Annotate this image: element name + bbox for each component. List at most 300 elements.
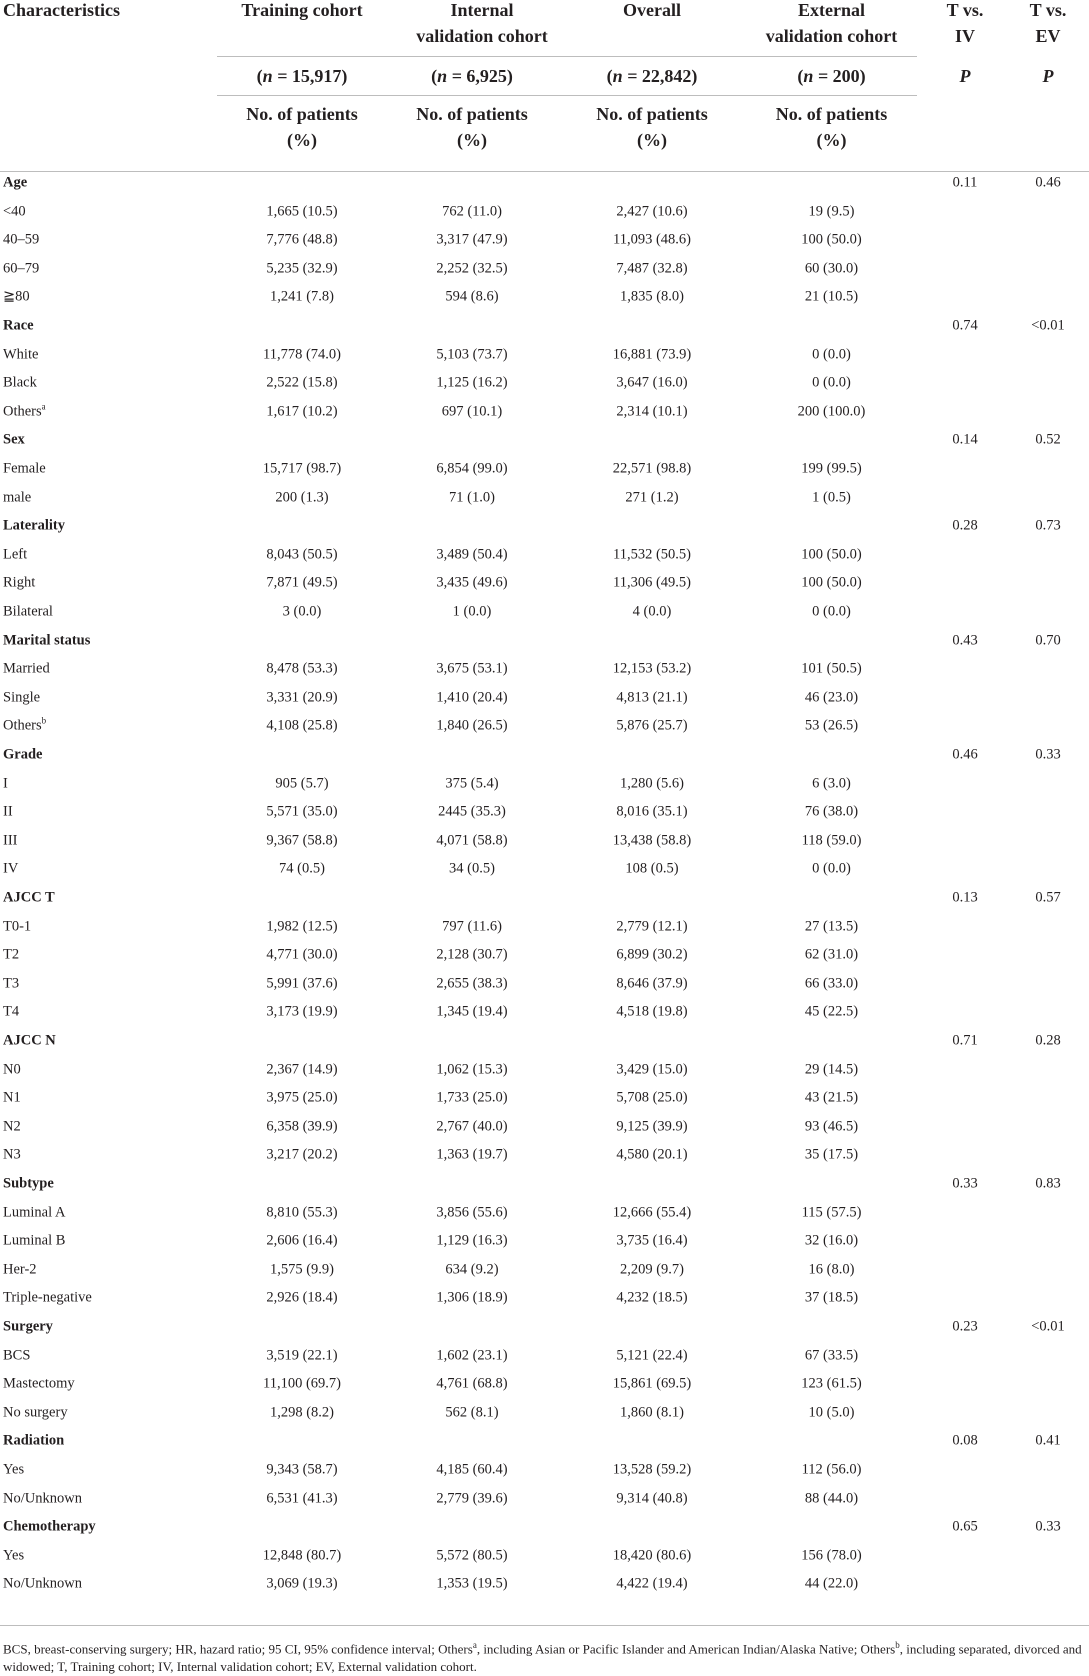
training-value: 6,531 (41.3) — [266, 1490, 338, 1507]
overall-value: 4,232 (18.5) — [616, 1289, 688, 1306]
table-row — [0, 998, 1089, 1027]
row-label — [3, 775, 8, 792]
overall-value: 11,093 (48.6) — [613, 231, 691, 248]
section-row — [0, 884, 1089, 913]
internal-value: 3,317 (47.9) — [436, 231, 508, 248]
external-value: 200 (100.0) — [797, 403, 866, 420]
row-label — [3, 489, 31, 506]
overall-value: 2,209 (9.7) — [619, 1261, 685, 1278]
section-label — [3, 746, 42, 763]
table-row — [0, 1570, 1089, 1599]
row-label — [3, 1118, 21, 1135]
header-overall-line1: Overall — [623, 0, 681, 20]
row-label — [3, 1576, 82, 1593]
external-value: 0 (0.0) — [812, 603, 851, 620]
n-internal-prefix: n = — [437, 66, 467, 86]
table-bottom-rule — [0, 1625, 1089, 1626]
row-label — [3, 603, 53, 620]
internal-value: 1,062 (15.3) — [436, 1061, 508, 1078]
overall-value: 11,306 (49.5) — [613, 574, 691, 591]
row-label — [3, 1404, 68, 1421]
row-label-text: T3 — [3, 975, 20, 992]
training-value: 3,519 (22.1) — [266, 1347, 338, 1364]
table-row — [0, 226, 1089, 255]
table-row — [0, 455, 1089, 484]
overall-value: 2,314 (10.1) — [616, 403, 688, 420]
overall-value: 4,813 (21.1) — [616, 689, 688, 706]
row-label-text: Chemotherapy — [3, 1518, 96, 1535]
header-t-vs-ev-line2: EV — [1035, 26, 1061, 46]
table-row — [0, 283, 1089, 312]
row-label — [3, 203, 26, 220]
external-value: 93 (46.5) — [804, 1118, 859, 1135]
internal-value: 1,733 (25.0) — [436, 1089, 508, 1106]
row-label-text: T2 — [3, 946, 20, 963]
row-label-text: Others — [3, 403, 42, 420]
row-label-text: Surgery — [3, 1318, 53, 1335]
row-label — [3, 1261, 37, 1278]
training-value: 1,298 (8.2) — [269, 1404, 335, 1421]
internal-value: 1,410 (20.4) — [436, 689, 508, 706]
row-label-text: Female — [3, 460, 46, 477]
training-value: 9,367 (58.8) — [266, 832, 338, 849]
training-value: 2,522 (15.8) — [266, 374, 338, 391]
overall-value: 3,647 (16.0) — [616, 374, 688, 391]
row-label-text: Her-2 — [3, 1261, 37, 1278]
overall-value: 6,899 (30.2) — [616, 946, 688, 963]
row-label-text: No surgery — [3, 1404, 68, 1421]
row-label-text: N3 — [3, 1146, 21, 1163]
training-value: 8,043 (50.5) — [266, 546, 338, 563]
p-value-t-vs-ev: 0.83 — [1035, 1175, 1061, 1192]
external-value: 101 (50.5) — [801, 660, 862, 677]
row-label-text: Luminal A — [3, 1204, 66, 1221]
training-value: 2,926 (18.4) — [266, 1289, 338, 1306]
row-label-text: Triple-negative — [3, 1289, 92, 1306]
overall-value: 5,708 (25.0) — [616, 1089, 688, 1106]
internal-value: 6,854 (99.0) — [436, 460, 508, 477]
patients-internal-line1: No. of patients — [416, 104, 528, 124]
p-value-t-vs-iv: 0.28 — [952, 517, 978, 534]
row-label-text: N2 — [3, 1118, 21, 1135]
overall-value: 4,580 (20.1) — [616, 1146, 688, 1163]
training-value: 3 (0.0) — [282, 603, 322, 620]
table-row — [0, 712, 1089, 741]
row-label-text: Sex — [3, 431, 25, 448]
p-value-t-vs-iv: 0.65 — [952, 1518, 978, 1535]
header-training-line1: Training cohort — [241, 0, 363, 20]
row-label-superscript: a — [41, 401, 46, 412]
section-label — [3, 1433, 64, 1450]
row-label — [3, 260, 39, 277]
overall-value: 8,646 (37.9) — [616, 975, 688, 992]
n-overall-value: 22,842 — [641, 66, 692, 86]
row-label — [3, 1461, 24, 1478]
internal-value: 2,655 (38.3) — [436, 975, 508, 992]
p-value-t-vs-ev: 0.33 — [1035, 1518, 1061, 1535]
patients-external-line1: No. of patients — [775, 104, 888, 124]
internal-value: 375 (5.4) — [445, 775, 499, 792]
footnote-sup-a: a — [472, 1640, 477, 1650]
external-value: 43 (21.5) — [804, 1089, 859, 1106]
row-label-text: No/Unknown — [3, 1575, 82, 1592]
section-label — [3, 889, 55, 906]
internal-value: 1,306 (18.9) — [436, 1289, 508, 1306]
row-label-text: Mastectomy — [3, 1375, 75, 1392]
section-row — [0, 1513, 1089, 1542]
row-label-text: <40 — [3, 203, 26, 220]
training-value: 1,575 (9.9) — [269, 1261, 335, 1278]
table-footnote — [3, 1636, 1085, 1676]
p-value-t-vs-ev: 0.52 — [1035, 431, 1061, 448]
section-label — [3, 317, 34, 334]
training-value: 11,778 (74.0) — [263, 346, 341, 363]
training-value: 1,982 (12.5) — [266, 918, 338, 935]
training-value: 2,367 (14.9) — [266, 1061, 338, 1078]
table-row — [0, 1542, 1089, 1571]
internal-value: 762 (11.0) — [442, 203, 502, 220]
p-value-t-vs-iv: 0.08 — [952, 1432, 978, 1449]
row-label — [3, 346, 38, 363]
row-label — [3, 1490, 82, 1507]
table-row — [0, 1284, 1089, 1313]
table-row — [0, 855, 1089, 884]
internal-value: 2,779 (39.6) — [436, 1490, 508, 1507]
internal-value: 1,129 (16.3) — [436, 1232, 508, 1249]
internal-value: 5,572 (80.5) — [436, 1547, 508, 1564]
external-value: 19 (9.5) — [808, 203, 855, 220]
overall-value: 9,314 (40.8) — [616, 1490, 688, 1507]
p-value-t-vs-ev: 0.46 — [1035, 174, 1061, 191]
table-row — [0, 541, 1089, 570]
training-value: 3,331 (20.9) — [266, 689, 338, 706]
overall-value: 13,438 (58.8) — [612, 832, 692, 849]
p-label-ev: P — [1042, 66, 1054, 86]
training-value: 1,665 (10.5) — [266, 203, 338, 220]
overall-value: 9,125 (39.9) — [616, 1118, 688, 1135]
overall-value: 8,016 (35.1) — [616, 803, 688, 820]
external-value: 67 (33.5) — [804, 1347, 859, 1364]
internal-value: 1,353 (19.5) — [436, 1575, 508, 1592]
table-row — [0, 912, 1089, 941]
row-label — [3, 375, 37, 392]
table-row — [0, 197, 1089, 226]
external-value: 29 (14.5) — [804, 1061, 859, 1078]
external-value: 88 (44.0) — [804, 1490, 859, 1507]
row-label-text: Others — [3, 717, 42, 734]
row-label-text: Married — [3, 660, 50, 677]
row-label — [3, 1090, 21, 1107]
external-value: 100 (50.0) — [801, 546, 862, 563]
row-label — [3, 689, 40, 706]
section-label — [3, 1519, 96, 1536]
internal-value: 2,252 (32.5) — [436, 260, 508, 277]
row-label — [3, 460, 46, 477]
training-value: 7,871 (49.5) — [266, 574, 338, 591]
table-row — [0, 569, 1089, 598]
table-row — [0, 1113, 1089, 1142]
row-label-text: I — [3, 775, 8, 792]
table-row — [0, 1456, 1089, 1485]
table-row — [0, 1370, 1089, 1399]
row-label-text: Right — [3, 574, 36, 591]
table-row — [0, 655, 1089, 684]
overall-value: 4,518 (19.8) — [616, 1003, 688, 1020]
section-row — [0, 626, 1089, 655]
n-overall: (n = 22,842) — [606, 66, 698, 86]
training-value: 6,358 (39.9) — [266, 1118, 338, 1135]
external-value: 115 (57.5) — [801, 1204, 862, 1221]
header-t-vs-iv-line2: IV — [954, 26, 975, 46]
n-external-prefix: n = — [803, 66, 833, 86]
section-label — [3, 1032, 56, 1049]
p-value-t-vs-iv: 0.74 — [952, 317, 978, 334]
internal-value: 1,602 (23.1) — [436, 1347, 508, 1364]
internal-value: 2,128 (30.7) — [436, 946, 508, 963]
row-label-text: Single — [3, 689, 41, 706]
external-value: 118 (59.0) — [801, 832, 862, 849]
internal-value: 3,489 (50.4) — [436, 546, 508, 563]
section-row — [0, 312, 1089, 341]
row-label-text: Bilateral — [3, 603, 53, 620]
row-label — [3, 804, 13, 821]
external-value: 35 (17.5) — [804, 1146, 859, 1163]
p-value-t-vs-iv: 0.23 — [952, 1318, 978, 1335]
row-label-text: Age — [3, 174, 28, 191]
external-value: 0 (0.0) — [812, 860, 851, 877]
internal-value: 1,125 (16.2) — [436, 374, 508, 391]
overall-value: 3,429 (15.0) — [616, 1061, 688, 1078]
row-label-text: IV — [3, 860, 19, 877]
row-label-text: BCS — [3, 1347, 31, 1364]
footnote-sup-b: b — [895, 1640, 900, 1650]
overall-value: 12,153 (53.2) — [612, 660, 692, 677]
section-row — [0, 1427, 1089, 1456]
table-row — [0, 769, 1089, 798]
external-value: 45 (22.5) — [804, 1003, 859, 1020]
internal-value: 4,761 (68.8) — [436, 1375, 508, 1392]
table-row — [0, 827, 1089, 856]
internal-value: 34 (0.5) — [449, 860, 495, 877]
training-value: 74 (0.5) — [279, 860, 325, 877]
overall-value: 4 (0.0) — [632, 603, 672, 620]
row-label — [3, 575, 35, 592]
external-value: 76 (38.0) — [804, 803, 859, 820]
internal-value: 562 (8.1) — [445, 1404, 499, 1421]
section-row — [0, 512, 1089, 541]
header-t-vs-ev-line1: T vs. — [1029, 0, 1067, 20]
table-row — [0, 1341, 1089, 1370]
training-value: 1,617 (10.2) — [266, 403, 338, 420]
overall-value: 108 (0.5) — [625, 860, 679, 877]
row-label-text: II — [3, 803, 13, 820]
internal-value: 2445 (35.3) — [438, 803, 506, 820]
table-row — [0, 684, 1089, 713]
table-row — [0, 1399, 1089, 1428]
row-label-text: Yes — [3, 1547, 25, 1564]
external-value: 66 (33.0) — [804, 975, 859, 992]
internal-value: 1,840 (26.5) — [436, 717, 508, 734]
internal-value: 71 (1.0) — [449, 489, 495, 506]
overall-value: 2,427 (10.6) — [616, 203, 688, 220]
overall-value: 3,735 (16.4) — [616, 1232, 688, 1249]
row-label-text: Marital status — [3, 632, 91, 649]
training-value: 2,606 (16.4) — [266, 1232, 338, 1249]
patients-internal-line2: (%) — [457, 130, 487, 150]
internal-value: 5,103 (73.7) — [436, 346, 508, 363]
overall-value: 4,422 (19.4) — [616, 1575, 688, 1592]
section-label — [3, 1318, 53, 1335]
section-label — [3, 1175, 54, 1192]
external-value: 123 (61.5) — [801, 1375, 862, 1392]
external-value: 16 (8.0) — [808, 1261, 855, 1278]
patients-overall-line1: No. of patients — [596, 104, 708, 124]
row-label — [3, 1233, 65, 1250]
row-label — [3, 1147, 21, 1164]
overall-value: 271 (1.2) — [625, 489, 679, 506]
training-value: 905 (5.7) — [275, 775, 329, 792]
n-external-value: 200 — [832, 66, 860, 86]
table-row — [0, 1484, 1089, 1513]
row-label-text: T4 — [3, 1003, 20, 1020]
external-value: 1 (0.5) — [812, 489, 851, 506]
external-value: 21 (10.5) — [804, 288, 859, 305]
n-training-prefix: n = — [262, 66, 292, 86]
table-row — [0, 483, 1089, 512]
training-value: 3,173 (19.9) — [266, 1003, 338, 1020]
row-label — [3, 1204, 65, 1221]
table-row — [0, 1055, 1089, 1084]
row-label-text: male — [3, 489, 32, 506]
n-internal-value: 6,925 — [466, 66, 507, 86]
overall-value: 15,861 (69.5) — [612, 1375, 692, 1392]
training-value: 15,717 (98.7) — [262, 460, 342, 477]
training-value: 8,810 (55.3) — [266, 1204, 338, 1221]
patients-training-line2: (%) — [287, 130, 317, 150]
section-label — [3, 432, 25, 449]
row-label — [3, 232, 39, 249]
footnote-part1: BCS, breast-conserving surgery; HR, hazard ratio; 95 CI, 95% confidence interval; Others — [3, 1641, 473, 1657]
p-value-t-vs-ev: <0.01 — [1031, 317, 1065, 334]
table-row — [0, 1141, 1089, 1170]
row-label — [3, 975, 19, 992]
header-internal-line1: Internal — [450, 0, 514, 20]
training-value: 5,235 (32.9) — [266, 260, 338, 277]
section-label — [3, 174, 27, 191]
overall-value: 1,860 (8.1) — [619, 1404, 685, 1421]
row-label-text: Radiation — [3, 1432, 65, 1449]
internal-value: 634 (9.2) — [445, 1261, 499, 1278]
training-value: 9,343 (58.7) — [266, 1461, 338, 1478]
training-value: 11,100 (69.7) — [263, 1375, 341, 1392]
training-value: 5,991 (37.6) — [266, 975, 338, 992]
training-value: 200 (1.3) — [275, 489, 329, 506]
external-value: 27 (13.5) — [804, 918, 859, 935]
row-label-text: ≧80 — [3, 288, 30, 305]
external-value: 37 (18.5) — [804, 1289, 859, 1306]
training-value: 3,069 (19.3) — [266, 1575, 338, 1592]
internal-value: 797 (11.6) — [442, 918, 502, 935]
internal-value: 3,856 (55.6) — [436, 1204, 508, 1221]
row-label-text: N0 — [3, 1061, 21, 1078]
p-value-t-vs-iv: 0.46 — [952, 746, 978, 763]
internal-value: 1 (0.0) — [452, 603, 492, 620]
row-label-text: Grade — [3, 746, 43, 763]
training-value: 5,571 (35.0) — [266, 803, 338, 820]
p-value-t-vs-iv: 0.33 — [952, 1175, 978, 1192]
internal-value: 2,767 (40.0) — [436, 1118, 508, 1135]
overall-value: 11,532 (50.5) — [613, 546, 691, 563]
footnote-part2: , including Asian or Pacific Islander and American Indian/Alaska Native; Others — [476, 1641, 896, 1657]
overall-value: 12,666 (55.4) — [612, 1204, 692, 1221]
n-training-value: 15,917 — [291, 66, 342, 86]
table-row — [0, 1227, 1089, 1256]
external-value: 156 (78.0) — [801, 1547, 862, 1564]
row-label — [3, 918, 31, 935]
row-label-text: 60–79 — [3, 260, 40, 277]
training-value: 3,975 (25.0) — [266, 1089, 338, 1106]
table-row — [0, 369, 1089, 398]
table-row — [0, 255, 1089, 284]
p-value-t-vs-ev: 0.57 — [1035, 889, 1061, 906]
section-row — [0, 1170, 1089, 1199]
external-value: 0 (0.0) — [812, 374, 851, 391]
patients-external-line2: (%) — [816, 130, 847, 150]
training-value: 3,217 (20.2) — [266, 1146, 338, 1163]
row-label-text: N1 — [3, 1089, 21, 1106]
row-label-text: 40–59 — [3, 231, 40, 248]
row-label — [3, 1290, 92, 1307]
patients-overall-line2: (%) — [637, 130, 667, 150]
row-label — [3, 289, 30, 306]
training-value: 7,776 (48.8) — [266, 231, 338, 248]
p-value-t-vs-ev: <0.01 — [1031, 1318, 1065, 1335]
training-value: 1,241 (7.8) — [269, 288, 335, 305]
row-label — [3, 832, 18, 849]
table-row — [0, 398, 1089, 427]
row-label-text: Luminal B — [3, 1232, 66, 1249]
row-label-text: T0-1 — [3, 918, 32, 935]
table-row — [0, 1256, 1089, 1285]
overall-value: 13,528 (59.2) — [612, 1461, 692, 1478]
row-label — [3, 403, 46, 420]
n-training: (n = 15,917) — [256, 66, 348, 86]
section-label — [3, 518, 65, 535]
section-row — [0, 741, 1089, 770]
table-row — [0, 1084, 1089, 1113]
p-value-t-vs-iv: 0.14 — [952, 431, 978, 448]
overall-value: 7,487 (32.8) — [616, 260, 688, 277]
p-label-iv: P — [959, 66, 971, 86]
n-internal: (n = 6,925) — [431, 66, 513, 86]
external-value: 112 (56.0) — [801, 1461, 862, 1478]
row-label — [3, 1004, 19, 1021]
p-value-t-vs-ev: 0.33 — [1035, 746, 1061, 763]
row-label — [3, 546, 27, 563]
overall-value: 1,280 (5.6) — [619, 775, 685, 792]
row-label-text: No/Unknown — [3, 1490, 82, 1507]
p-value-t-vs-iv: 0.71 — [952, 1032, 978, 1049]
section-label — [3, 632, 90, 649]
internal-value: 697 (10.1) — [441, 403, 503, 420]
external-value: 32 (16.0) — [804, 1232, 859, 1249]
header-characteristics: Characteristics — [3, 0, 120, 20]
table-row — [0, 340, 1089, 369]
internal-value: 4,185 (60.4) — [436, 1461, 508, 1478]
row-label-text: White — [3, 346, 39, 363]
section-row — [0, 169, 1089, 198]
internal-value: 3,675 (53.1) — [436, 660, 508, 677]
